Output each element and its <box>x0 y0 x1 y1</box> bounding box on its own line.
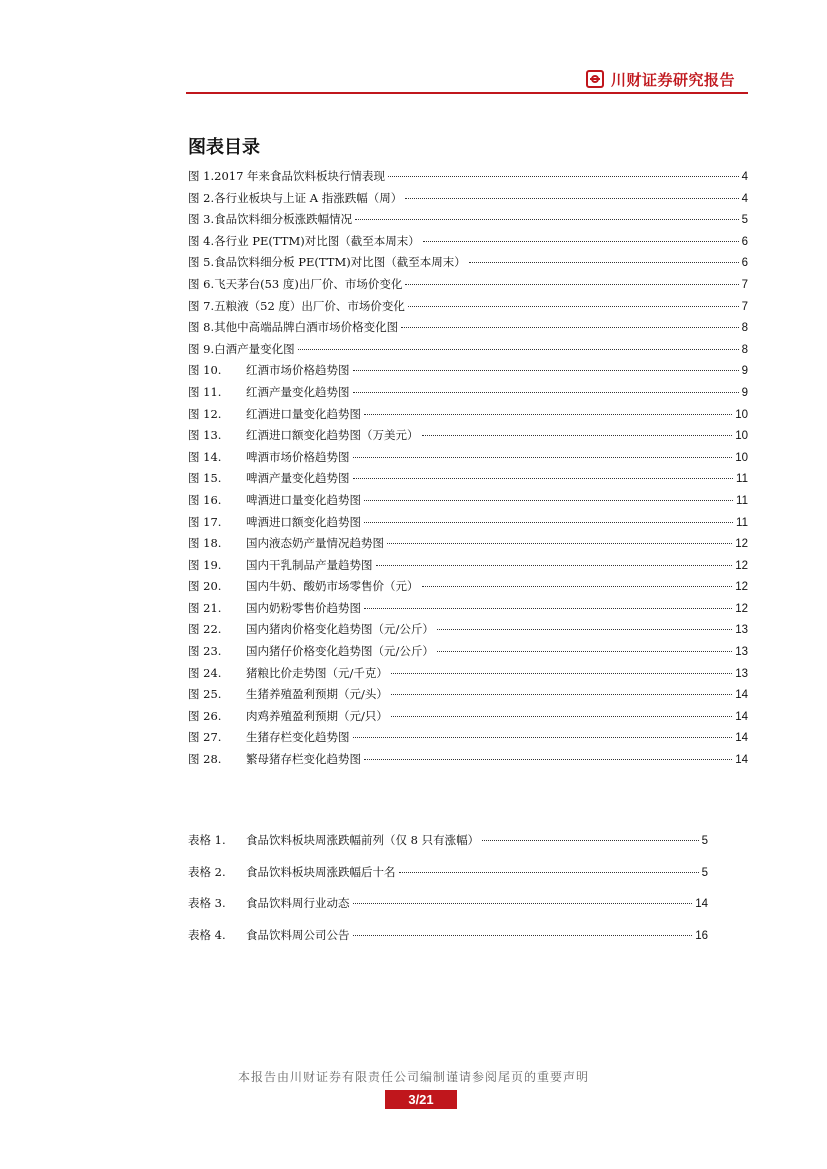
figure-label <box>188 729 350 745</box>
figure-entry[interactable] <box>188 449 748 471</box>
dot-leader <box>364 608 732 609</box>
table-page-number: 5 <box>701 866 708 879</box>
figure-label <box>188 665 388 681</box>
page-indicator: 3/21 <box>385 1090 457 1109</box>
figure-page-number: 4 <box>741 192 748 205</box>
figure-label <box>188 362 350 378</box>
table-entry[interactable] <box>188 927 708 959</box>
figure-title: 图 5.食品饮料细分板 PE(TTM)对比图（截至本周末） <box>188 255 466 270</box>
chuancai-logo-icon <box>586 70 604 88</box>
table-label <box>188 895 350 911</box>
figure-label <box>188 427 419 443</box>
figure-page-number: 10 <box>735 451 748 464</box>
table-title: 食品饮料周公司公告 <box>246 928 350 943</box>
figure-title: 红酒产量变化趋势图 <box>246 384 350 399</box>
figure-title: 生猪存栏变化趋势图 <box>246 730 350 745</box>
figure-entry[interactable] <box>188 621 748 643</box>
figure-label <box>188 514 361 530</box>
figure-title: 红酒市场价格趋势图 <box>246 363 350 378</box>
figure-page-number: 10 <box>735 430 748 443</box>
figure-entry[interactable] <box>188 492 748 514</box>
figure-number: 图 17. <box>188 514 222 529</box>
figure-title: 啤酒进口额变化趋势图 <box>246 514 361 529</box>
figure-page-number: 12 <box>735 559 748 572</box>
figure-title: 图 3.食品饮料细分板涨跌幅情况 <box>188 212 353 227</box>
dot-leader <box>399 872 699 873</box>
dot-leader <box>423 241 739 242</box>
figure-title: 图 6.飞天茅台(53 度)出厂价、市场价变化 <box>188 276 403 291</box>
table-number: 表格 1. <box>188 833 226 847</box>
figure-entry[interactable] <box>188 276 748 298</box>
toc-title: 图表目录 <box>188 137 260 158</box>
figure-entry[interactable] <box>188 535 748 557</box>
figure-entry[interactable] <box>188 254 748 276</box>
figure-label <box>188 406 361 422</box>
table-page-number: 16 <box>695 930 708 943</box>
table-list <box>188 832 708 959</box>
figure-entry[interactable] <box>188 168 748 190</box>
figure-label <box>188 233 420 249</box>
table-number: 表格 2. <box>188 864 226 879</box>
figure-title: 国内干乳制品产量趋势图 <box>246 557 373 572</box>
figure-label <box>188 708 388 724</box>
dot-leader <box>387 543 732 544</box>
figure-entry[interactable] <box>188 557 748 579</box>
figure-entry[interactable] <box>188 319 748 341</box>
dot-leader <box>469 262 739 263</box>
figure-number: 图 24. <box>188 665 222 680</box>
dot-leader <box>405 284 738 285</box>
report-header <box>586 66 735 92</box>
dot-leader <box>401 327 738 328</box>
dot-leader <box>364 759 732 760</box>
dot-leader <box>388 176 739 177</box>
figure-title: 图 4.各行业 PE(TTM)对比图（截至本周末） <box>188 233 420 248</box>
figure-page-number: 14 <box>735 732 748 745</box>
figure-number: 图 18. <box>188 536 222 551</box>
dot-leader <box>437 651 732 652</box>
figure-label <box>188 470 350 486</box>
figure-entry[interactable] <box>188 751 748 773</box>
figure-label <box>188 621 434 637</box>
figure-label <box>188 492 361 508</box>
table-title: 食品饮料周行业动态 <box>246 896 350 911</box>
figure-title: 红酒进口额变化趋势图（万美元） <box>246 428 419 443</box>
figure-number: 图 13. <box>188 428 222 443</box>
figure-label <box>188 319 398 335</box>
figure-page-number: 4 <box>741 171 748 183</box>
figure-title: 肉鸡养殖盈利预期（元/只） <box>246 708 388 723</box>
dot-leader <box>353 392 739 393</box>
figure-label <box>188 643 434 659</box>
header-rule <box>186 92 748 94</box>
dot-leader <box>364 522 733 523</box>
figure-page-number: 14 <box>735 710 748 723</box>
figure-number: 图 23. <box>188 644 222 659</box>
figure-number: 图 15. <box>188 471 222 486</box>
figure-page-number: 12 <box>735 538 748 551</box>
figure-entry[interactable] <box>188 406 748 428</box>
figure-entry[interactable] <box>188 190 748 212</box>
figure-number: 图 28. <box>188 752 222 767</box>
figure-entry[interactable] <box>188 708 748 730</box>
dot-leader <box>408 306 739 307</box>
dot-leader <box>298 349 739 350</box>
figure-label <box>188 557 373 573</box>
figure-entry[interactable] <box>188 600 748 622</box>
figure-entry[interactable] <box>188 643 748 665</box>
figure-label <box>188 384 350 400</box>
figure-list <box>188 168 748 773</box>
figure-number: 图 20. <box>188 579 222 594</box>
figure-page-number: 12 <box>735 581 748 594</box>
figure-page-number: 9 <box>741 365 748 378</box>
figure-page-number: 14 <box>735 689 748 702</box>
figure-number: 图 22. <box>188 622 222 637</box>
figure-title: 图 1.2017 年来食品饮料板块行情表现 <box>188 169 386 183</box>
figure-label <box>188 600 361 616</box>
figure-page-number: 14 <box>735 754 748 767</box>
brand-name: 川财证券研究报告 <box>611 70 736 89</box>
dot-leader <box>482 840 698 841</box>
figure-entry[interactable] <box>188 341 748 363</box>
figure-page-number: 6 <box>741 257 748 270</box>
figure-label <box>188 686 388 702</box>
figure-number: 图 16. <box>188 492 222 507</box>
figure-entry[interactable] <box>188 665 748 687</box>
dot-leader <box>391 694 732 695</box>
figure-title: 国内奶粉零售价趋势图 <box>246 600 361 615</box>
table-label <box>188 864 396 880</box>
table-number: 表格 4. <box>188 928 226 943</box>
dot-leader <box>353 478 734 479</box>
dot-leader <box>355 219 738 220</box>
figure-page-number: 13 <box>735 646 748 659</box>
figure-label <box>188 449 350 465</box>
figure-page-number: 9 <box>741 386 748 399</box>
figure-number: 图 21. <box>188 600 222 615</box>
figure-title: 啤酒产量变化趋势图 <box>246 471 350 486</box>
figure-title: 图 7.五粮液（52 度）出厂价、市场价变化 <box>188 298 405 313</box>
figure-page-number: 12 <box>735 602 748 615</box>
figure-page-number: 8 <box>741 343 748 356</box>
figure-number: 图 10. <box>188 363 222 378</box>
figure-title: 啤酒进口量变化趋势图 <box>246 492 361 507</box>
table-label <box>188 832 479 848</box>
figure-title: 国内猪肉价格变化趋势图（元/公斤） <box>246 622 434 637</box>
figure-page-number: 11 <box>736 473 748 486</box>
table-number: 表格 3. <box>188 896 226 911</box>
figure-page-number: 10 <box>735 408 748 421</box>
dot-leader <box>437 629 732 630</box>
figure-page-number: 7 <box>741 300 748 313</box>
dot-leader <box>391 716 732 717</box>
table-label <box>188 927 350 943</box>
figure-label <box>188 578 419 594</box>
dot-leader <box>376 565 733 566</box>
figure-number: 图 19. <box>188 557 222 572</box>
table-page-number: 14 <box>695 898 708 911</box>
figure-label <box>188 190 402 206</box>
figure-number: 图 27. <box>188 730 222 745</box>
dot-leader <box>422 435 733 436</box>
dot-leader <box>353 457 733 458</box>
figure-title: 图 8.其他中高端品牌白酒市场价格变化图 <box>188 320 399 335</box>
dot-leader <box>364 414 732 415</box>
figure-title: 猪粮比价走势图（元/千克） <box>246 665 388 680</box>
footer-disclaimer: 本报告由川财证券有限责任公司编制谨请参阅尾页的重要声明 <box>237 1070 589 1084</box>
figure-number: 图 25. <box>188 687 222 702</box>
figure-number: 图 26. <box>188 708 222 723</box>
table-entry[interactable] <box>188 864 708 896</box>
dot-leader <box>391 673 732 674</box>
figure-entry[interactable] <box>188 578 748 600</box>
figure-number: 图 12. <box>188 406 222 421</box>
figure-label <box>188 341 295 357</box>
dot-leader <box>422 586 733 587</box>
figure-title: 图 9.白酒产量变化图 <box>188 341 295 356</box>
figure-title: 国内牛奶、酸奶市场零售价（元） <box>246 579 419 594</box>
figure-page-number: 7 <box>741 278 748 291</box>
figure-page-number: 6 <box>741 235 748 248</box>
figure-title: 红酒进口量变化趋势图 <box>246 406 361 421</box>
figure-page-number: 13 <box>735 667 748 680</box>
figure-entry[interactable] <box>188 729 748 751</box>
dot-leader <box>364 500 733 501</box>
table-title: 食品饮料板块周涨跌幅后十名 <box>246 864 396 879</box>
figure-entry[interactable] <box>188 298 748 320</box>
dot-leader <box>353 903 693 904</box>
figure-entry[interactable] <box>188 384 748 406</box>
dot-leader <box>405 198 738 199</box>
figure-label <box>188 298 405 314</box>
figure-label <box>188 168 385 184</box>
figure-page-number: 11 <box>736 494 748 507</box>
dot-leader <box>353 935 693 936</box>
figure-label <box>188 276 402 292</box>
figure-number: 图 14. <box>188 449 222 464</box>
figure-entry[interactable] <box>188 362 748 384</box>
figure-entry[interactable] <box>188 514 748 536</box>
figure-entry[interactable] <box>188 470 748 492</box>
figure-title: 啤酒市场价格趋势图 <box>246 449 350 464</box>
figure-title: 国内猪仔价格变化趋势图（元/公斤） <box>246 644 434 659</box>
table-entry[interactable] <box>188 895 708 927</box>
figure-title: 图 2.各行业板块与上证 A 指涨跌幅（周） <box>188 190 403 205</box>
table-title: 食品饮料板块周涨跌幅前列（仅 8 只有涨幅） <box>246 833 480 847</box>
figure-page-number: 8 <box>741 322 748 335</box>
figure-label <box>188 751 361 767</box>
figure-entry[interactable] <box>188 233 748 255</box>
figure-title: 繁母猪存栏变化趋势图 <box>246 752 361 767</box>
figure-label <box>188 535 384 551</box>
figure-page-number: 5 <box>741 214 748 227</box>
figure-label <box>188 254 466 270</box>
figure-entry[interactable] <box>188 427 748 449</box>
dot-leader <box>353 737 733 738</box>
figure-entry[interactable] <box>188 686 748 708</box>
figure-page-number: 13 <box>735 624 748 637</box>
table-entry[interactable] <box>188 832 708 864</box>
dot-leader <box>353 370 739 371</box>
figure-number: 图 11. <box>188 384 222 399</box>
figure-label <box>188 211 352 227</box>
table-page-number: 5 <box>701 835 708 847</box>
figure-page-number: 11 <box>736 516 748 529</box>
figure-title: 国内液态奶产量情况趋势图 <box>246 536 384 551</box>
figure-title: 生猪养殖盈利预期（元/头） <box>246 687 388 702</box>
figure-entry[interactable] <box>188 211 748 233</box>
